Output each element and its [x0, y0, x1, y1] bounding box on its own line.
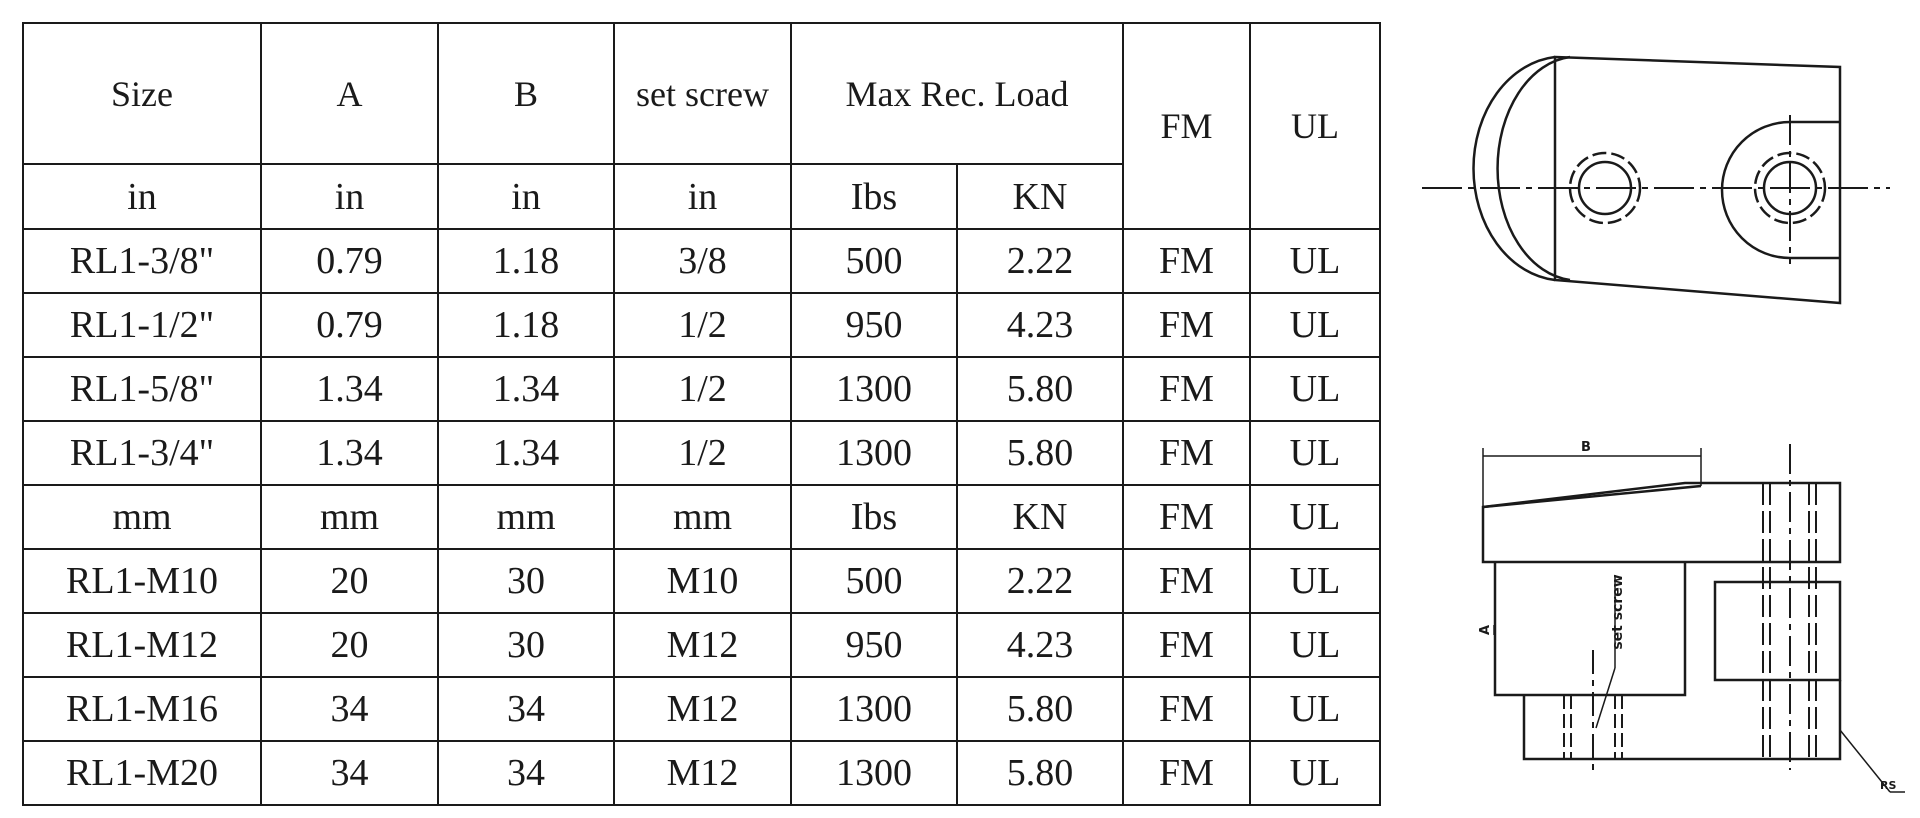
cell-b: 30 — [438, 549, 614, 613]
cell-load-kn: 5.80 — [957, 357, 1123, 421]
cell-load-kn: 2.22 — [957, 229, 1123, 293]
cell-a: 34 — [261, 741, 438, 805]
unit-size: in — [23, 164, 261, 229]
cell-a: 0.79 — [261, 293, 438, 357]
cell-a: 34 — [261, 677, 438, 741]
cell-fm: FM — [1123, 613, 1250, 677]
cell-fm: FM — [1123, 741, 1250, 805]
cell-size: RL1-M12 — [23, 613, 261, 677]
label-a: A — [1478, 624, 1493, 636]
cell-size: RL1-3/8" — [23, 229, 261, 293]
cell-fm: FM — [1123, 229, 1250, 293]
unit-load-kn: KN — [957, 485, 1123, 549]
cell-load-kn: 5.80 — [957, 677, 1123, 741]
cell-load-kn: 4.23 — [957, 613, 1123, 677]
unit-b: mm — [438, 485, 614, 549]
cell-size: RL1-5/8" — [23, 357, 261, 421]
cell-size: RL1-M16 — [23, 677, 261, 741]
cell-b: 1.18 — [438, 229, 614, 293]
cell-ul: UL — [1250, 549, 1380, 613]
cell-set-screw: 1/2 — [614, 357, 791, 421]
cell-ul: UL — [1250, 741, 1380, 805]
unit-b: in — [438, 164, 614, 229]
unit-load-lbs: Ibs — [791, 485, 957, 549]
cell-b: 30 — [438, 613, 614, 677]
table-row — [23, 229, 1380, 293]
cell-load-lbs: 1300 — [791, 741, 957, 805]
cell-size: RL1-M20 — [23, 741, 261, 805]
cell-set-screw: M12 — [614, 677, 791, 741]
cell-b: 1.34 — [438, 421, 614, 485]
header-row — [23, 23, 1380, 164]
table-row — [23, 613, 1380, 677]
cell-load-kn: 5.80 — [957, 421, 1123, 485]
cell-load-lbs: 1300 — [791, 357, 957, 421]
side-view-drawing — [1483, 444, 1905, 792]
cell-fm: FM — [1123, 357, 1250, 421]
cell-b: 1.18 — [438, 293, 614, 357]
unit-size: mm — [23, 485, 261, 549]
label-set-screw: set screw — [1610, 574, 1626, 650]
cell-set-screw: M10 — [614, 549, 791, 613]
cell-a: 0.79 — [261, 229, 438, 293]
cell-a: 20 — [261, 549, 438, 613]
cell-b: 34 — [438, 741, 614, 805]
cell-fm: FM — [1123, 293, 1250, 357]
cell-a: 1.34 — [261, 421, 438, 485]
cell-set-screw: 1/2 — [614, 293, 791, 357]
inch-rows — [23, 229, 1380, 485]
cell-load-lbs: 950 — [791, 613, 957, 677]
unit-load-lbs: Ibs — [791, 164, 957, 229]
cell-a: 1.34 — [261, 357, 438, 421]
header-set-screw: set screw — [614, 23, 791, 164]
cell-size: RL1-3/4" — [23, 421, 261, 485]
units-row-mm — [23, 485, 1380, 549]
cell-load-lbs: 1300 — [791, 677, 957, 741]
cell-ul: UL — [1250, 357, 1380, 421]
unit-a: mm — [261, 485, 438, 549]
table-row — [23, 549, 1380, 613]
table-row — [23, 293, 1380, 357]
cell-size: RL1-1/2" — [23, 293, 261, 357]
label-rs: RS — [1880, 779, 1897, 792]
unit-ul: UL — [1250, 485, 1380, 549]
cell-fm: FM — [1123, 677, 1250, 741]
cell-ul: UL — [1250, 677, 1380, 741]
table-row — [23, 741, 1380, 805]
table-row — [23, 357, 1380, 421]
cell-fm: FM — [1123, 549, 1250, 613]
cell-load-lbs: 500 — [791, 549, 957, 613]
cell-load-kn: 4.23 — [957, 293, 1123, 357]
table-row — [23, 677, 1380, 741]
cell-fm: FM — [1123, 421, 1250, 485]
cell-ul: UL — [1250, 293, 1380, 357]
cell-b: 1.34 — [438, 357, 614, 421]
cell-load-kn: 5.80 — [957, 741, 1123, 805]
header-b: B — [438, 23, 614, 164]
unit-set-screw: in — [614, 164, 791, 229]
metric-rows — [23, 549, 1380, 805]
top-view-drawing — [1422, 57, 1890, 303]
header-a: A — [261, 23, 438, 164]
cell-ul: UL — [1250, 421, 1380, 485]
technical-drawings — [1400, 40, 1910, 800]
unit-fm: FM — [1123, 485, 1250, 549]
cell-b: 34 — [438, 677, 614, 741]
cell-ul: UL — [1250, 229, 1380, 293]
header-size: Size — [23, 23, 261, 164]
cell-a: 20 — [261, 613, 438, 677]
cell-load-lbs: 950 — [791, 293, 957, 357]
cell-size: RL1-M10 — [23, 549, 261, 613]
unit-a: in — [261, 164, 438, 229]
label-b: B — [1581, 440, 1591, 455]
cell-set-screw: M12 — [614, 741, 791, 805]
cell-load-lbs: 500 — [791, 229, 957, 293]
header-max-load: Max Rec. Load — [791, 23, 1123, 164]
cell-set-screw: 1/2 — [614, 421, 791, 485]
header-fm: FM — [1123, 23, 1250, 229]
unit-load-kn: KN — [957, 164, 1123, 229]
unit-set-screw: mm — [614, 485, 791, 549]
cell-ul: UL — [1250, 613, 1380, 677]
cell-load-lbs: 1300 — [791, 421, 957, 485]
cell-set-screw: M12 — [614, 613, 791, 677]
spec-table — [22, 22, 1381, 806]
table-row — [23, 421, 1380, 485]
header-ul: UL — [1250, 23, 1380, 229]
cell-load-kn: 2.22 — [957, 549, 1123, 613]
cell-set-screw: 3/8 — [614, 229, 791, 293]
